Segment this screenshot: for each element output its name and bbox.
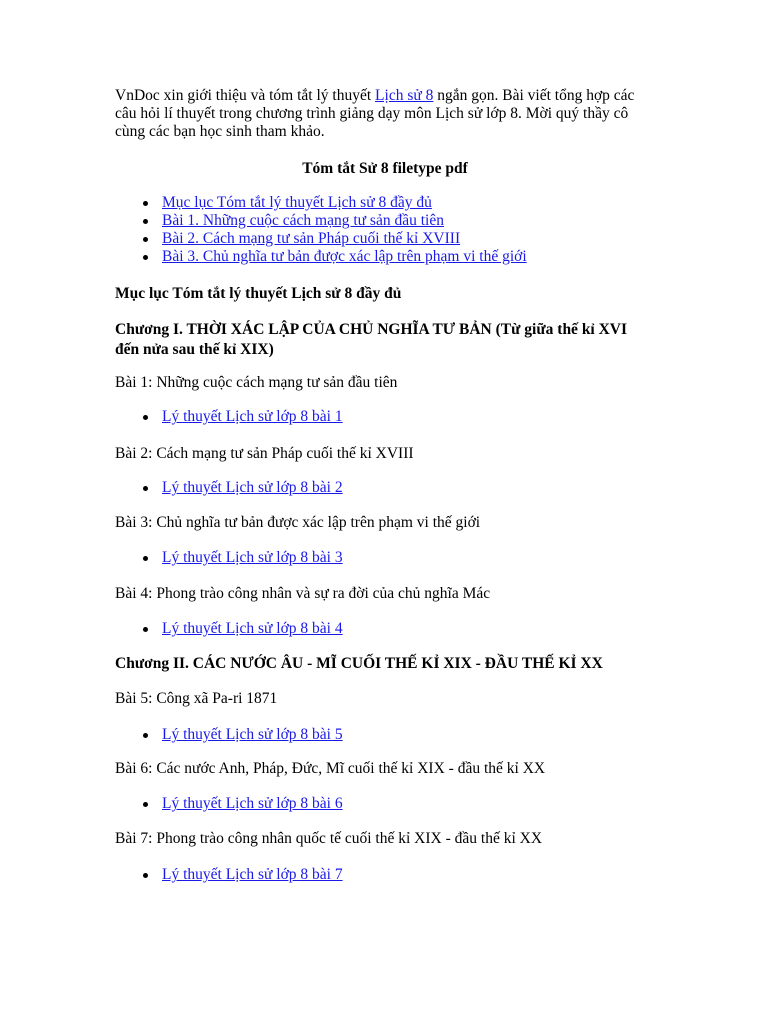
lesson-4-links [115,620,343,638]
section-heading: Mục lục Tóm tắt lý thuyết Lịch sử 8 đầy đủ [115,285,402,302]
toc-link-bai-2[interactable]: Bài 2. Cách mạng tư sản Pháp cuối thế kỉ XVIII [162,230,461,247]
lesson-4-link[interactable]: Lý thuyết Lịch sử lớp 8 bài 4 [162,620,343,637]
list-item [115,795,343,813]
lesson-1-link[interactable]: Lý thuyết Lịch sử lớp 8 bài 1 [162,408,343,425]
lesson-7-title: Bài 7: Phong trào công nhân quốc tế cuối thế kỉ XIX - đầu thế kỉ XX [115,830,543,847]
toc-item [115,230,527,248]
lesson-5-title: Bài 5: Công xã Pa-ri 1871 [115,690,278,707]
lesson-2-links [115,479,343,497]
list-item [115,549,343,567]
table-of-contents [115,194,527,266]
list-item [115,408,343,426]
lesson-4-title: Bài 4: Phong trào công nhân và sự ra đời của chủ nghĩa Mác [115,585,491,602]
lesson-2-title: Bài 2: Cách mạng tư sản Pháp cuối thế kỉ XVIII [115,445,414,462]
lesson-1-links [115,408,343,426]
lesson-6-title: Bài 6: Các nước Anh, Pháp, Đức, Mĩ cuối thế kỉ XIX - đầu thế kỉ XX [115,760,546,777]
intro-text-before: VnDoc xin giới thiệu và tóm tắt lý thuyết [115,87,376,104]
list-item [115,866,343,884]
lesson-2-link[interactable]: Lý thuyết Lịch sử lớp 8 bài 2 [162,479,343,496]
intro-text-after: ngắn gọn. Bài viết tổng hợp các câu hỏi lí thuyết trong chương trình giảng dạy môn Lịch sử lớp 8. Mời quý thầy cô cùng các bạn học sinh tham khảo. [115,87,635,140]
lesson-3-title: Bài 3: Chủ nghĩa tư bản được xác lập trên phạm vi thế giới [115,514,481,531]
lesson-6-links [115,795,343,813]
intro-link-lich-su-8[interactable]: Lịch sử 8 [375,87,434,104]
list-item [115,726,343,744]
lesson-5-links [115,726,343,744]
toc-link-overview[interactable]: Mục lục Tóm tắt lý thuyết Lịch sử 8 đầy đủ [162,194,432,211]
lesson-1-title: Bài 1: Những cuộc cách mạng tư sản đầu tiên [115,374,398,391]
lesson-5-link[interactable]: Lý thuyết Lịch sử lớp 8 bài 5 [162,726,343,743]
lesson-3-links [115,549,343,567]
toc-link-bai-3[interactable]: Bài 3. Chủ nghĩa tư bản được xác lập trên phạm vi thế giới [162,248,527,265]
lesson-6-link[interactable]: Lý thuyết Lịch sử lớp 8 bài 6 [162,795,343,812]
chapter-2-heading: Chương II. CÁC NƯỚC ÂU - MĨ CUỐI THẾ KỈ XIX - ĐẦU THẾ KỈ XX [115,655,603,672]
toc-item [115,212,527,230]
toc-item [115,248,527,266]
toc-link-bai-1[interactable]: Bài 1. Những cuộc cách mạng tư sản đầu tiên [162,212,444,229]
intro-paragraph [115,87,655,141]
list-item [115,620,343,638]
lesson-7-link[interactable]: Lý thuyết Lịch sử lớp 8 bài 7 [162,866,343,883]
lesson-7-links [115,866,343,884]
lesson-3-link[interactable]: Lý thuyết Lịch sử lớp 8 bài 3 [162,549,343,566]
document-title: Tóm tắt Sử 8 filetype pdf [302,160,468,177]
toc-item [115,194,527,212]
list-item [115,479,343,497]
chapter-1-heading: Chương I. THỜI XÁC LẬP CỦA CHỦ NGHĨA TƯ BẢN (Từ giữa thế kỉ XVI đến nửa sau thế kỉ XIX) [115,321,628,358]
